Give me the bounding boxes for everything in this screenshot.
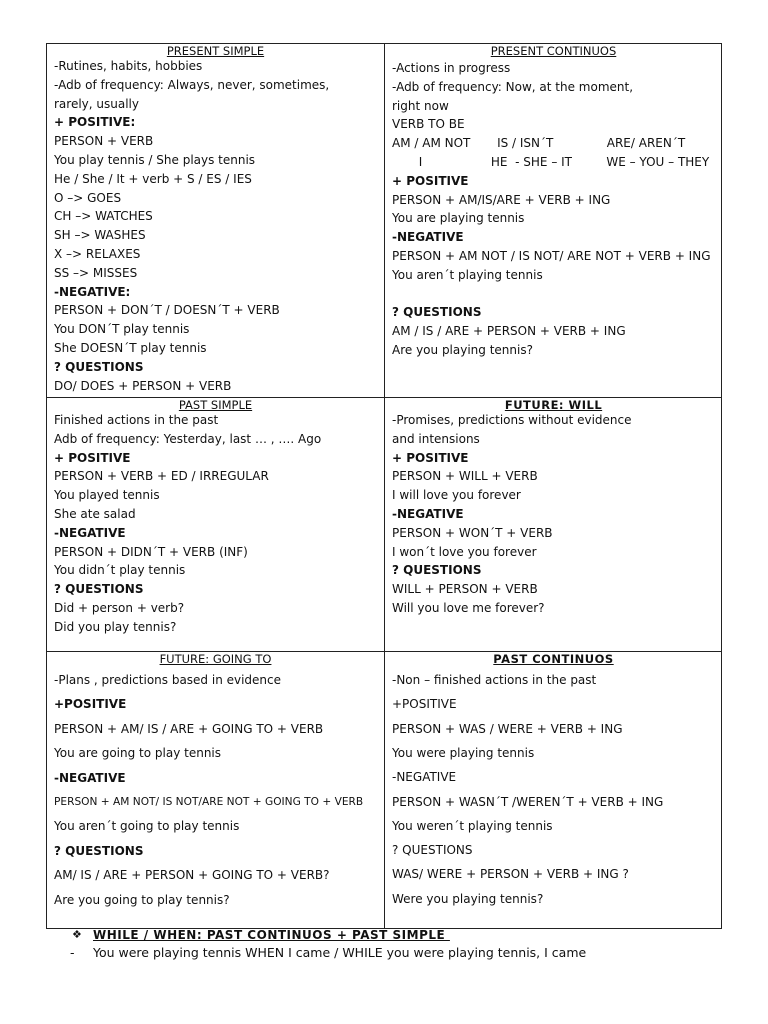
- rule-line: -Actions in progress: [392, 61, 511, 75]
- cell-title: PRESENT CONTINUOS: [490, 44, 617, 58]
- section-heading: ? QUESTIONS: [392, 305, 482, 320]
- cell-present-simple: [47, 44, 384, 397]
- rule-line: WILL + PERSON + VERB: [392, 582, 538, 597]
- rule-line: I HE - SHE – IT WE – YOU – THEY: [392, 155, 710, 169]
- rule-line: You aren´t going to play tennis: [54, 819, 240, 834]
- cell-title: FUTURE: GOING TO: [159, 652, 272, 666]
- rule-line: I will love you forever: [392, 488, 521, 503]
- rule-line: Adb of frequency: Yesterday, last … , …. Ago: [54, 431, 322, 446]
- rule-line: She DOESN´T play tennis: [54, 341, 207, 355]
- rule-line: PERSON + WASN´T /WEREN´T + VERB + ING: [392, 794, 664, 809]
- section-heading: -NEGATIVE: [54, 525, 126, 540]
- rule-line: -Adb of frequency: Always, never, sometimes,: [54, 77, 330, 92]
- rule-line: AM/ IS / ARE + PERSON + GOING TO + VERB?: [54, 868, 330, 883]
- section-heading: ? QUESTIONS: [54, 582, 144, 597]
- rule-line: Did you play tennis?: [54, 619, 177, 634]
- rule-line: You DON´T play tennis: [54, 322, 190, 337]
- rule-line: PERSON + VERB + ED / IRREGULAR: [54, 469, 269, 484]
- dash-bullet: -: [70, 945, 75, 960]
- rule-line: She ate salad: [54, 507, 136, 521]
- section-heading: -NEGATIVE: [54, 770, 126, 785]
- rule-line: PERSON + WILL + VERB: [392, 469, 538, 484]
- rule-line: Did + person + verb?: [54, 601, 185, 615]
- rule-line: PERSON + AM/IS/ARE + VERB + ING: [392, 192, 611, 207]
- cell-future-going-to: [47, 652, 384, 928]
- rule-line: CH –> WATCHES: [54, 209, 153, 224]
- cell-future-will: [385, 398, 722, 651]
- section-heading: + POSITIVE:: [54, 115, 136, 130]
- rule-line: PERSON + AM NOT/ IS NOT/ARE NOT + GOING TO + VERB: [54, 796, 364, 808]
- rule-line: AM / AM NOT IS / ISN´T ARE/ AREN´T: [392, 136, 686, 151]
- rule-line: PERSON + DON´T / DOESN´T + VERB: [54, 303, 280, 318]
- rule-line: VERB TO BE: [392, 117, 465, 132]
- rule-line: -Non – finished actions in the past: [392, 673, 597, 687]
- cell-title: PAST SIMPLE: [178, 398, 253, 412]
- cell-past-continuous: [385, 652, 722, 928]
- rule-line: +POSITIVE: [392, 697, 457, 712]
- rule-line: You play tennis / She plays tennis: [54, 153, 256, 167]
- rule-line: -Rutines, habits, hobbies: [54, 59, 203, 73]
- rule-line: Are you playing tennis?: [392, 343, 533, 357]
- rule-line: AM / IS / ARE + PERSON + VERB + ING: [392, 324, 626, 339]
- rule-line: right now: [392, 98, 449, 113]
- cell-title: FUTURE: WILL: [504, 398, 603, 412]
- rule-line: You played tennis: [54, 488, 160, 503]
- rule-line: PERSON + VERB: [54, 134, 154, 149]
- while-when-heading: WHILE / WHEN: PAST CONTINUOS + PAST SIMPLE: [93, 928, 450, 942]
- rule-line: You aren´t playing tennis: [392, 267, 543, 282]
- section-heading: ? QUESTIONS: [54, 359, 144, 374]
- rule-line: -Promises, predictions without evidence: [392, 413, 632, 427]
- section-heading: + POSITIVE: [392, 450, 469, 465]
- rule-line: You didn´t play tennis: [54, 563, 186, 578]
- rule-line: PERSON + AM NOT / IS NOT/ ARE NOT + VERB + ING: [392, 249, 711, 263]
- cell-title: PAST CONTINUOS: [493, 652, 614, 666]
- tenses-table: [46, 43, 722, 929]
- rule-line: ? QUESTIONS: [392, 843, 473, 858]
- section-heading: -NEGATIVE:: [54, 284, 131, 299]
- rule-line: Were you playing tennis?: [392, 891, 544, 906]
- section-heading: ? QUESTIONS: [54, 843, 144, 858]
- rule-line: -Plans , predictions based in evidence: [54, 673, 282, 687]
- section-heading: ? QUESTIONS: [392, 563, 482, 578]
- cell-present-continuous: [385, 44, 722, 397]
- rule-line: -Adb of frequency: Now, at the moment,: [392, 79, 634, 94]
- diamond-bullet-icon: ❖: [72, 928, 82, 941]
- while-when-example: You were playing tennis WHEN I came / WHILE you were playing tennis, I came: [93, 945, 587, 960]
- rule-line: PERSON + WAS / WERE + VERB + ING: [392, 721, 623, 736]
- rule-line: X –> RELAXES: [54, 247, 141, 261]
- rule-line: SH –> WASHES: [54, 228, 146, 243]
- rule-line: DO/ DOES + PERSON + VERB: [54, 378, 232, 393]
- rule-line: Finished actions in the past: [54, 413, 219, 427]
- rule-line: You weren´t playing tennis: [392, 818, 553, 833]
- rule-line: You were playing tennis: [392, 745, 535, 760]
- rule-line: PERSON + DIDN´T + VERB (INF): [54, 544, 248, 559]
- rule-line: PERSON + AM/ IS / ARE + GOING TO + VERB: [54, 721, 324, 736]
- rule-line: I won´t love you forever: [392, 544, 537, 559]
- rule-line: -NEGATIVE: [392, 770, 457, 785]
- rule-line: You are playing tennis: [392, 211, 525, 226]
- section-heading: -NEGATIVE: [392, 230, 464, 245]
- rule-line: WAS/ WERE + PERSON + VERB + ING ?: [392, 867, 629, 882]
- rule-line: and intensions: [392, 431, 480, 446]
- cell-past-simple: [47, 398, 384, 651]
- rule-line: SS –> MISSES: [54, 265, 138, 280]
- section-heading: -NEGATIVE: [392, 507, 464, 521]
- cell-title: PRESENT SIMPLE: [166, 44, 265, 58]
- section-heading: +POSITIVE: [54, 697, 127, 712]
- rule-line: You are going to play tennis: [54, 746, 222, 761]
- section-heading: + POSITIVE: [392, 173, 469, 188]
- rule-line: PERSON + WON´T + VERB: [392, 525, 553, 540]
- section-heading: + POSITIVE: [54, 450, 131, 465]
- rule-line: He / She / It + verb + S / ES / IES: [54, 171, 252, 186]
- rule-line: Will you love me forever?: [392, 601, 545, 615]
- rule-line: O –> GOES: [54, 190, 122, 205]
- rule-line: rarely, usually: [54, 96, 139, 111]
- rule-line: Are you going to play tennis?: [54, 892, 230, 907]
